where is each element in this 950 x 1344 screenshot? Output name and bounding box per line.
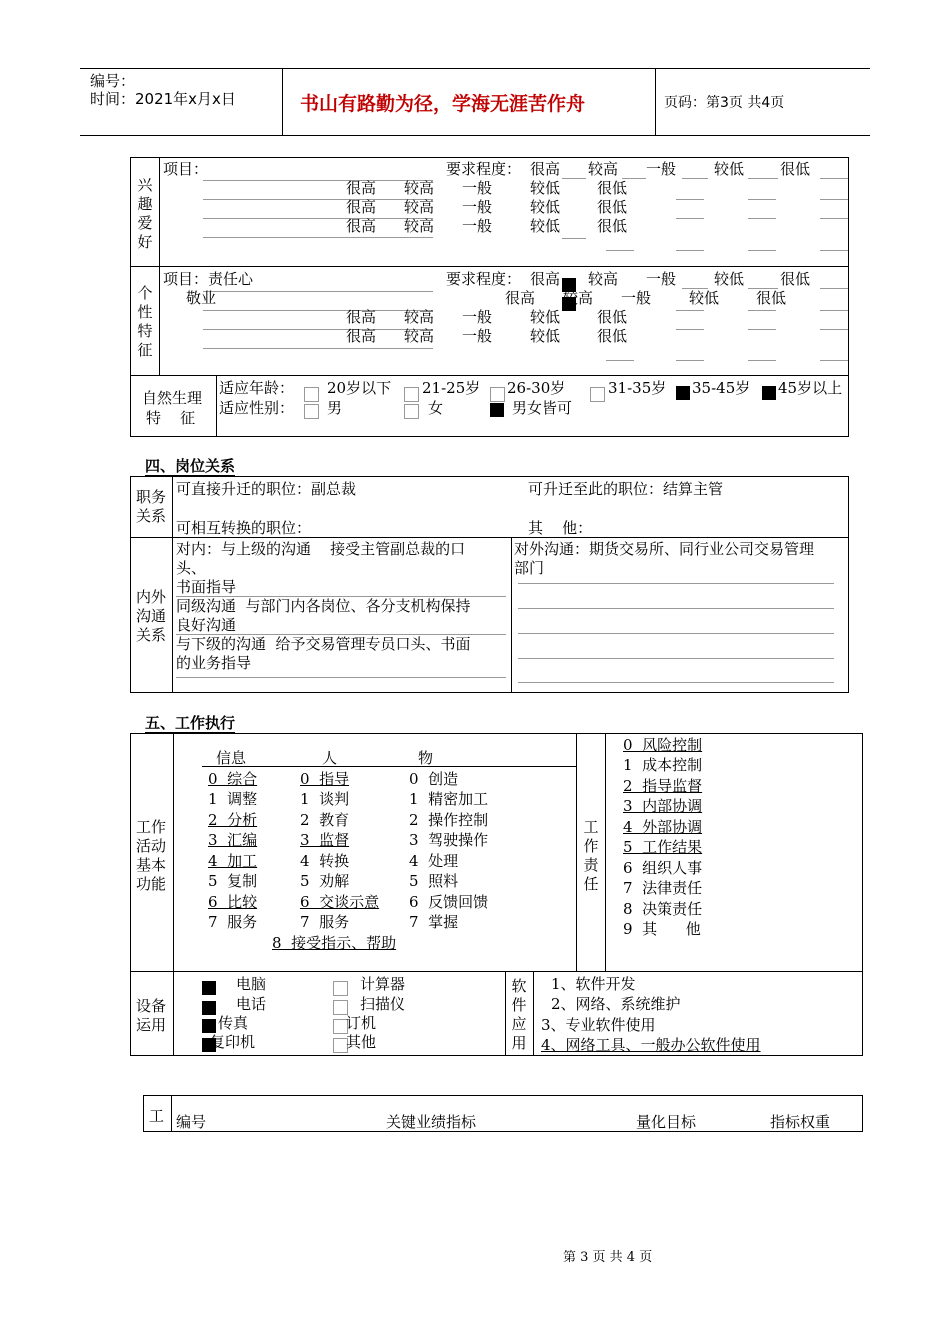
checkbox-icon[interactable]	[304, 404, 319, 419]
header-slogan: 书山有路勤为径，学海无涯苦作舟	[300, 93, 586, 115]
personality-level[interactable]: 较高	[404, 308, 435, 326]
interests-level[interactable]: 较低	[714, 160, 745, 178]
resp-item[interactable]: 8 决策责任	[623, 900, 703, 918]
doc-time-label: 时间：2021年x月x日	[90, 90, 236, 108]
extra-function[interactable]: 8 接受指示、帮助	[272, 934, 397, 952]
interests-level[interactable]: 很低	[780, 160, 811, 178]
equipment-item: 复印机	[210, 1033, 256, 1051]
interests-level[interactable]: 较高	[404, 217, 435, 235]
personality-level[interactable]: 较高	[588, 270, 619, 288]
people-item[interactable]: 3 监督	[300, 831, 350, 849]
interests-req-label: 要求程度：	[446, 160, 522, 178]
interests-level[interactable]: 较低	[530, 217, 561, 235]
info-item[interactable]: 4 加工	[208, 852, 258, 870]
personality-req-label: 要求程度：	[446, 270, 522, 288]
physiology-title-2: 特 征	[146, 409, 196, 427]
interests-level[interactable]: 很高	[346, 217, 377, 235]
people-item[interactable]: 0 指导	[300, 770, 350, 788]
interests-level[interactable]: 一般	[462, 198, 493, 216]
software-item[interactable]: 2、网络、系统维护	[551, 995, 681, 1013]
footer-page: 第 3 页 共 4 页	[563, 1250, 653, 1265]
other-positions: 其 他：	[528, 519, 593, 537]
info-item[interactable]: 3 汇编	[208, 831, 258, 849]
people-item[interactable]: 1 谈判	[300, 790, 350, 808]
checkbox-icon[interactable]	[404, 404, 419, 419]
checked-box-icon[interactable]	[202, 981, 216, 995]
age-option: 31-35岁	[608, 379, 667, 397]
gender-option: 女	[428, 399, 444, 417]
resp-item[interactable]: 6 组织人事	[623, 859, 703, 877]
section4-heading: 四、岗位关系	[145, 457, 236, 475]
interests-level[interactable]: 很低	[597, 217, 628, 235]
software-item[interactable]: 1、软件开发	[551, 975, 636, 993]
resp-item[interactable]: 9 其 他	[623, 920, 701, 938]
equipment-item: 扫描仪	[360, 995, 406, 1013]
people-item[interactable]: 4 转换	[300, 852, 350, 870]
internal-comm-line: 同级沟通 与部门内各岗位、各分支机构保持	[176, 597, 471, 615]
personality-level[interactable]: 很低	[597, 308, 628, 326]
checked-box-icon[interactable]	[490, 403, 504, 417]
kpi-header: 量化目标	[636, 1113, 697, 1131]
age-option: 21-25岁	[422, 379, 481, 397]
things-item[interactable]: 3 驾驶操作	[409, 831, 489, 849]
software-title: 软件应用	[511, 977, 527, 1052]
interests-item-label: 项目：	[163, 160, 209, 178]
kpi-lead: 工	[149, 1107, 165, 1125]
internal-comm-line: 头、	[176, 559, 207, 577]
interests-level[interactable]: 较低	[530, 179, 561, 197]
resp-item[interactable]: 5 工作结果	[623, 838, 703, 856]
personality-title: 个性特征	[137, 284, 153, 359]
equipment-item: 电话	[236, 995, 267, 1013]
external-comm-line: 部门	[514, 559, 545, 577]
equipment-item: 电脑	[236, 975, 267, 993]
equipment-item: 其他	[346, 1033, 377, 1051]
interests-level[interactable]: 较低	[530, 198, 561, 216]
things-item[interactable]: 4 处理	[409, 852, 459, 870]
personality-level[interactable]: 较低	[530, 308, 561, 326]
checkbox-icon[interactable]	[304, 387, 319, 402]
personality-level[interactable]: 很低	[780, 270, 811, 288]
people-item[interactable]: 6 交谈示意	[300, 893, 380, 911]
personality-level[interactable]: 很低	[597, 327, 628, 345]
personality-level[interactable]: 较低	[530, 327, 561, 345]
equipment-item: 订机	[346, 1014, 377, 1032]
personality-level[interactable]: 较低	[689, 289, 720, 307]
gender-label: 适应性别：	[219, 399, 295, 417]
equipment-item: 传真	[218, 1014, 249, 1032]
internal-comm-line: 与下级的沟通 给予交易管理专员口头、书面	[176, 635, 471, 653]
promote-to: 可升迁至此的职位：结算主管	[528, 480, 724, 498]
things-item[interactable]: 5 照料	[409, 872, 459, 890]
doc-number-label: 编号：	[90, 72, 136, 90]
people-item[interactable]: 5 劝解	[300, 872, 350, 890]
checkbox-icon[interactable]	[404, 387, 419, 402]
interests-level[interactable]: 很高	[346, 198, 377, 216]
interests-level[interactable]: 较高	[588, 160, 619, 178]
interests-level[interactable]: 较高	[404, 179, 435, 197]
internal-comm-line: 的业务指导	[176, 654, 252, 672]
physiology-title: 自然生理	[142, 389, 203, 407]
personality-level[interactable]: 较低	[714, 270, 745, 288]
internal-comm-line: 书面指导	[176, 578, 237, 596]
resp-item[interactable]: 4 外部协调	[623, 818, 703, 836]
interests-level[interactable]: 很低	[597, 198, 628, 216]
personality-level[interactable]: 较高	[404, 327, 435, 345]
checked-box-icon[interactable]	[762, 386, 776, 400]
things-item[interactable]: 7 掌握	[409, 913, 459, 931]
personality-level[interactable]: 很低	[756, 289, 787, 307]
interests-level[interactable]: 很高	[530, 160, 561, 178]
software-item[interactable]: 4、网络工具、一般办公软件使用	[541, 1036, 761, 1054]
equip-title: 设备运用	[136, 997, 167, 1034]
age-option: 20岁以下	[327, 379, 392, 397]
interests-title: 兴趣爱好	[137, 176, 153, 251]
personality-level[interactable]: 很高	[530, 270, 561, 288]
gender-option: 男	[327, 399, 343, 417]
header-page-label: 页码：第3页 共4页	[664, 95, 785, 111]
things-item[interactable]: 0 创造	[409, 770, 459, 788]
col-head-things: 物	[418, 749, 434, 767]
personality-level[interactable]: 一般	[646, 270, 677, 288]
info-item[interactable]: 2 分析	[208, 811, 258, 829]
resp-item[interactable]: 1 成本控制	[623, 756, 703, 774]
personality-level[interactable]: 一般	[621, 289, 652, 307]
gender-option: 男女皆可	[512, 399, 573, 417]
people-item[interactable]: 2 教育	[300, 811, 350, 829]
func-title: 工作活动基本功能	[136, 818, 167, 893]
age-option: 45岁以上	[778, 379, 843, 397]
resp-item[interactable]: 2 指导监督	[623, 777, 703, 795]
personality-level[interactable]: 很高	[346, 308, 377, 326]
info-item[interactable]: 7 服务	[208, 913, 258, 931]
resp-item[interactable]: 0 风险控制	[623, 736, 703, 754]
internal-comm-line: 良好沟通	[176, 616, 237, 634]
personality-level[interactable]: 很高	[505, 289, 536, 307]
comm-title: 内外沟通关系	[136, 588, 167, 644]
promote-direct: 可直接升迁的职位：副总裁	[176, 480, 357, 498]
checkbox-icon[interactable]	[590, 387, 605, 402]
interests-level[interactable]: 一般	[646, 160, 677, 178]
resp-item[interactable]: 7 法律责任	[623, 879, 703, 897]
col-head-people: 人	[322, 749, 338, 767]
personality-level[interactable]: 一般	[462, 327, 493, 345]
software-item[interactable]: 3、专业软件使用	[541, 1016, 656, 1034]
internal-comm-line: 对内：与上级的沟通 接受主管副总裁的口	[176, 540, 466, 558]
checkbox-icon[interactable]	[333, 981, 348, 996]
age-label: 适应年龄：	[219, 379, 295, 397]
interests-level[interactable]: 一般	[462, 217, 493, 235]
age-option: 35-45岁	[692, 379, 751, 397]
interests-level[interactable]: 很高	[346, 179, 377, 197]
things-item[interactable]: 6 反馈回馈	[409, 893, 489, 911]
info-item[interactable]: 1 调整	[208, 790, 258, 808]
checkbox-icon[interactable]	[490, 387, 505, 402]
transfer-positions: 可相互转换的职位：	[176, 519, 312, 537]
people-item[interactable]: 7 服务	[300, 913, 350, 931]
personality-level[interactable]: 较高	[563, 289, 594, 307]
interests-level[interactable]: 很低	[597, 179, 628, 197]
info-item[interactable]: 0 综合	[208, 770, 258, 788]
equipment-item: 计算器	[360, 975, 406, 993]
personality-level[interactable]: 很高	[346, 327, 377, 345]
kpi-header: 指标权重	[770, 1113, 831, 1131]
duty-title: 职务关系	[136, 488, 167, 525]
personality-level[interactable]: 一般	[462, 308, 493, 326]
personality-item-label: 项目：责任心	[163, 270, 254, 288]
resp-title: 工作责任	[583, 818, 599, 893]
things-item[interactable]: 2 操作控制	[409, 811, 489, 829]
col-head-info: 信息	[216, 749, 247, 767]
things-item[interactable]: 1 精密加工	[409, 790, 489, 808]
interests-level[interactable]: 较高	[404, 198, 435, 216]
info-item[interactable]: 6 比较	[208, 893, 258, 911]
info-item[interactable]: 5 复制	[208, 872, 258, 890]
checked-box-icon[interactable]	[202, 1001, 216, 1015]
resp-item[interactable]: 3 内部协调	[623, 797, 703, 815]
interests-level[interactable]: 一般	[462, 179, 493, 197]
external-comm-line: 对外沟通：期货交易所、同行业公司交易管理	[514, 540, 815, 558]
kpi-header: 关键业绩指标	[386, 1113, 477, 1131]
personality-item2: 敬业	[186, 289, 217, 307]
checkbox-icon[interactable]	[333, 1000, 348, 1015]
checked-box-icon[interactable]	[202, 1019, 216, 1033]
section5-heading: 五、工作执行	[145, 714, 236, 732]
checked-box-icon[interactable]	[676, 386, 690, 400]
kpi-header: 编号	[176, 1113, 207, 1131]
age-option: 26-30岁	[507, 379, 566, 397]
